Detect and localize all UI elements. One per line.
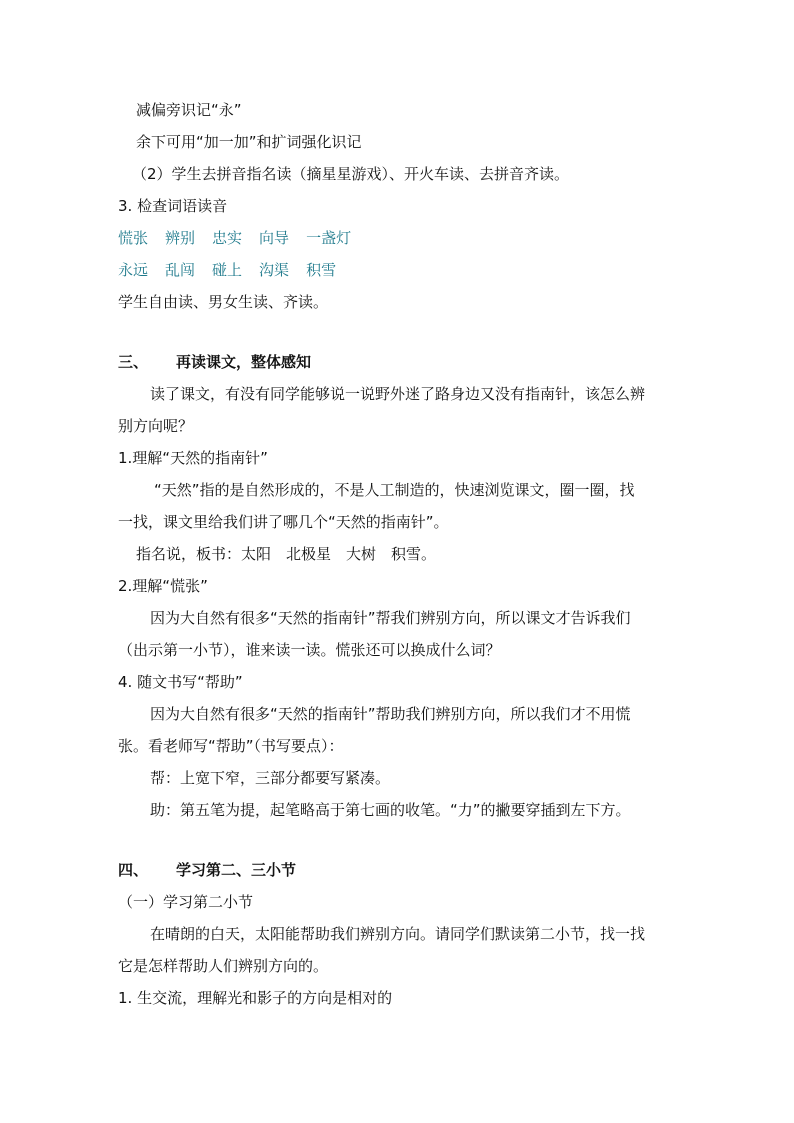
paragraph-line: 在晴朗的白天，太阳能帮助我们辨别方向。请同学们默读第二小节，找一找	[150, 925, 646, 943]
list-item: 1.理解“天然的指南针”	[118, 449, 268, 467]
paragraph-line: 助：第五笔为提，起笔略高于第七画的收笔。“力”的撇要穿插到左下方。	[150, 801, 631, 819]
vocabulary-word: 慌张	[118, 229, 149, 247]
vocabulary-row	[118, 228, 368, 248]
section-heading	[118, 860, 296, 880]
list-item: 2.理解“慌张”	[118, 577, 208, 595]
paragraph-line: 别方向呢？	[118, 417, 194, 435]
vocabulary-word: 永远	[118, 261, 149, 279]
paragraph-line: 因为大自然有很多“天然的指南针”帮助我们辨别方向，所以我们才不用慌	[150, 705, 631, 723]
vocabulary-word: 积雪	[306, 261, 337, 279]
subsection-heading: （一）学习第二小节	[118, 893, 254, 911]
vocabulary-word: 辨别	[165, 229, 196, 247]
paragraph-line: 减偏旁识记“永”	[136, 101, 242, 119]
section-number: 四、	[118, 861, 149, 879]
vocabulary-word: 乱闯	[165, 261, 196, 279]
paragraph-line: 余下可用“加一加”和扩词强化识记	[136, 133, 362, 151]
paragraph-line: “天然”指的是自然形成的，不是人工制造的，快速浏览课文，圈一圈，找	[154, 481, 635, 499]
paragraph-line: 帮：上宽下窄，三部分都要写紧凑。	[150, 769, 391, 787]
vocabulary-row	[118, 260, 353, 280]
paragraph-line: （2）学生去拼音指名读（摘星星游戏）、开火车读、去拼音齐读。	[132, 165, 570, 183]
paragraph-line: 因为大自然有很多“天然的指南针”帮我们辨别方向，所以课文才告诉我们	[150, 609, 631, 627]
vocabulary-word: 忠实	[212, 229, 243, 247]
paragraph-line: 一找，课文里给我们讲了哪几个“天然的指南针”。	[118, 513, 449, 531]
paragraph-line: 指名说，板书：太阳 北极星 大树 积雪。	[136, 545, 437, 563]
vocabulary-word: 碰上	[212, 261, 243, 279]
paragraph-line: 张。看老师写“帮助”（书写要点）：	[118, 737, 344, 755]
paragraph-line: （出示第一小节），谁来读一读。慌张还可以换成什么词？	[118, 641, 501, 659]
section-number: 三、	[118, 353, 149, 371]
vocabulary-word: 沟渠	[259, 261, 290, 279]
vocabulary-word: 一盏灯	[306, 229, 352, 247]
paragraph-line: 读了课文，有没有同学能够说一说野外迷了路身边又没有指南针，该怎么辨	[150, 385, 646, 403]
section-title: 再读课文，整体感知	[176, 353, 312, 371]
section-heading	[118, 352, 311, 372]
section-title: 学习第二、三小节	[176, 861, 297, 879]
list-item: 1. 生交流，理解光和影子的方向是相对的	[118, 989, 393, 1007]
list-item: 4. 随文书写“帮助”	[118, 673, 243, 691]
list-item: 3. 检查词语读音	[118, 197, 228, 215]
paragraph-line: 学生自由读、男女生读、齐读。	[118, 293, 329, 311]
vocabulary-word: 向导	[259, 229, 290, 247]
paragraph-line: 它是怎样帮助人们辨别方向的。	[118, 957, 329, 975]
